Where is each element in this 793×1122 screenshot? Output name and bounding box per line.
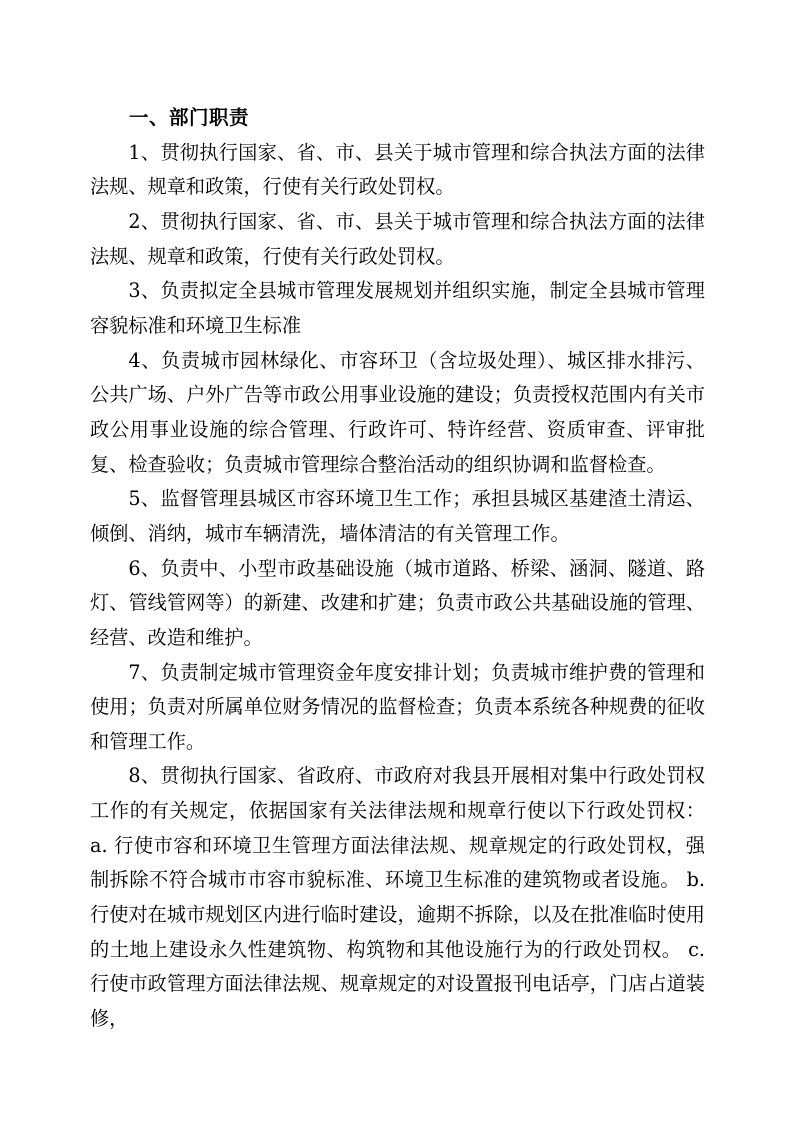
paragraph-6: 6、负责中、小型市政基础设施（城市道路、桥梁、涵洞、隧道、路灯、管线管网等）的新建、改建和扩建；负责市政公共基础设施的管理、经营、改造和维护。 [90, 556, 705, 649]
paragraph-2: 2、贯彻执行国家、省、市、县关于城市管理和综合执法方面的法律法规、规章和政策，行使有关行政处罚权。 [90, 209, 705, 268]
paragraph-7: 7、负责制定城市管理资金年度安排计划；负责城市维护费的管理和使用；负责对所属单位财务情况的监督检查；负责本系统各种规费的征收和管理工作。 [90, 660, 705, 753]
paragraph-1: 1、贯彻执行国家、省、市、县关于城市管理和综合执法方面的法律法规、规章和政策，行使有关行政处罚权。 [90, 140, 705, 199]
section-heading: 一、部门职责 [129, 106, 250, 129]
paragraph-3: 3、负责拟定全县城市管理发展规划并组织实施，制定全县城市管理容貌标准和环境卫生标准 [90, 279, 705, 337]
paragraph-8: 8、贯彻执行国家、省政府、市政府对我县开展相对集中行政处罚权工作的有关规定，依据国家有关法律法规和规章行使以下行政处罚权： a. 行使市容和环境卫生管理方面法律法规、规章规定的行政处罚权，强制拆除不符合城市市容市貌标准、环境卫生标准的建筑物或者设施。 b. 行使对在城市规划区内进行临时建设，逾期不拆除，以及在批准临时使用的土地上建设永久性建筑物、构筑物和其他设施行为的行政处罚权。 c. 行使市政管理方面法律法规、规章规定的对设置报刊电话亭，门店占道装修， [90, 764, 705, 1031]
paragraph-4: 4、负责城市园林绿化、市容环卫（含垃圾处理）、城区排水排污、公共广场、户外广告等市政公用事业设施的建设；负责授权范围内有关市政公用事业设施的综合管理、行政许可、特许经营、资质审查、评审批复、检查验收；负责城市管理综合整治活动的组织协调和监督检查。 [90, 348, 705, 476]
paragraph-5: 5、监督管理县城区市容环境卫生工作；承担县城区基建渣土清运、倾倒、消纳，城市车辆清洗，墙体清洁的有关管理工作。 [90, 487, 705, 545]
